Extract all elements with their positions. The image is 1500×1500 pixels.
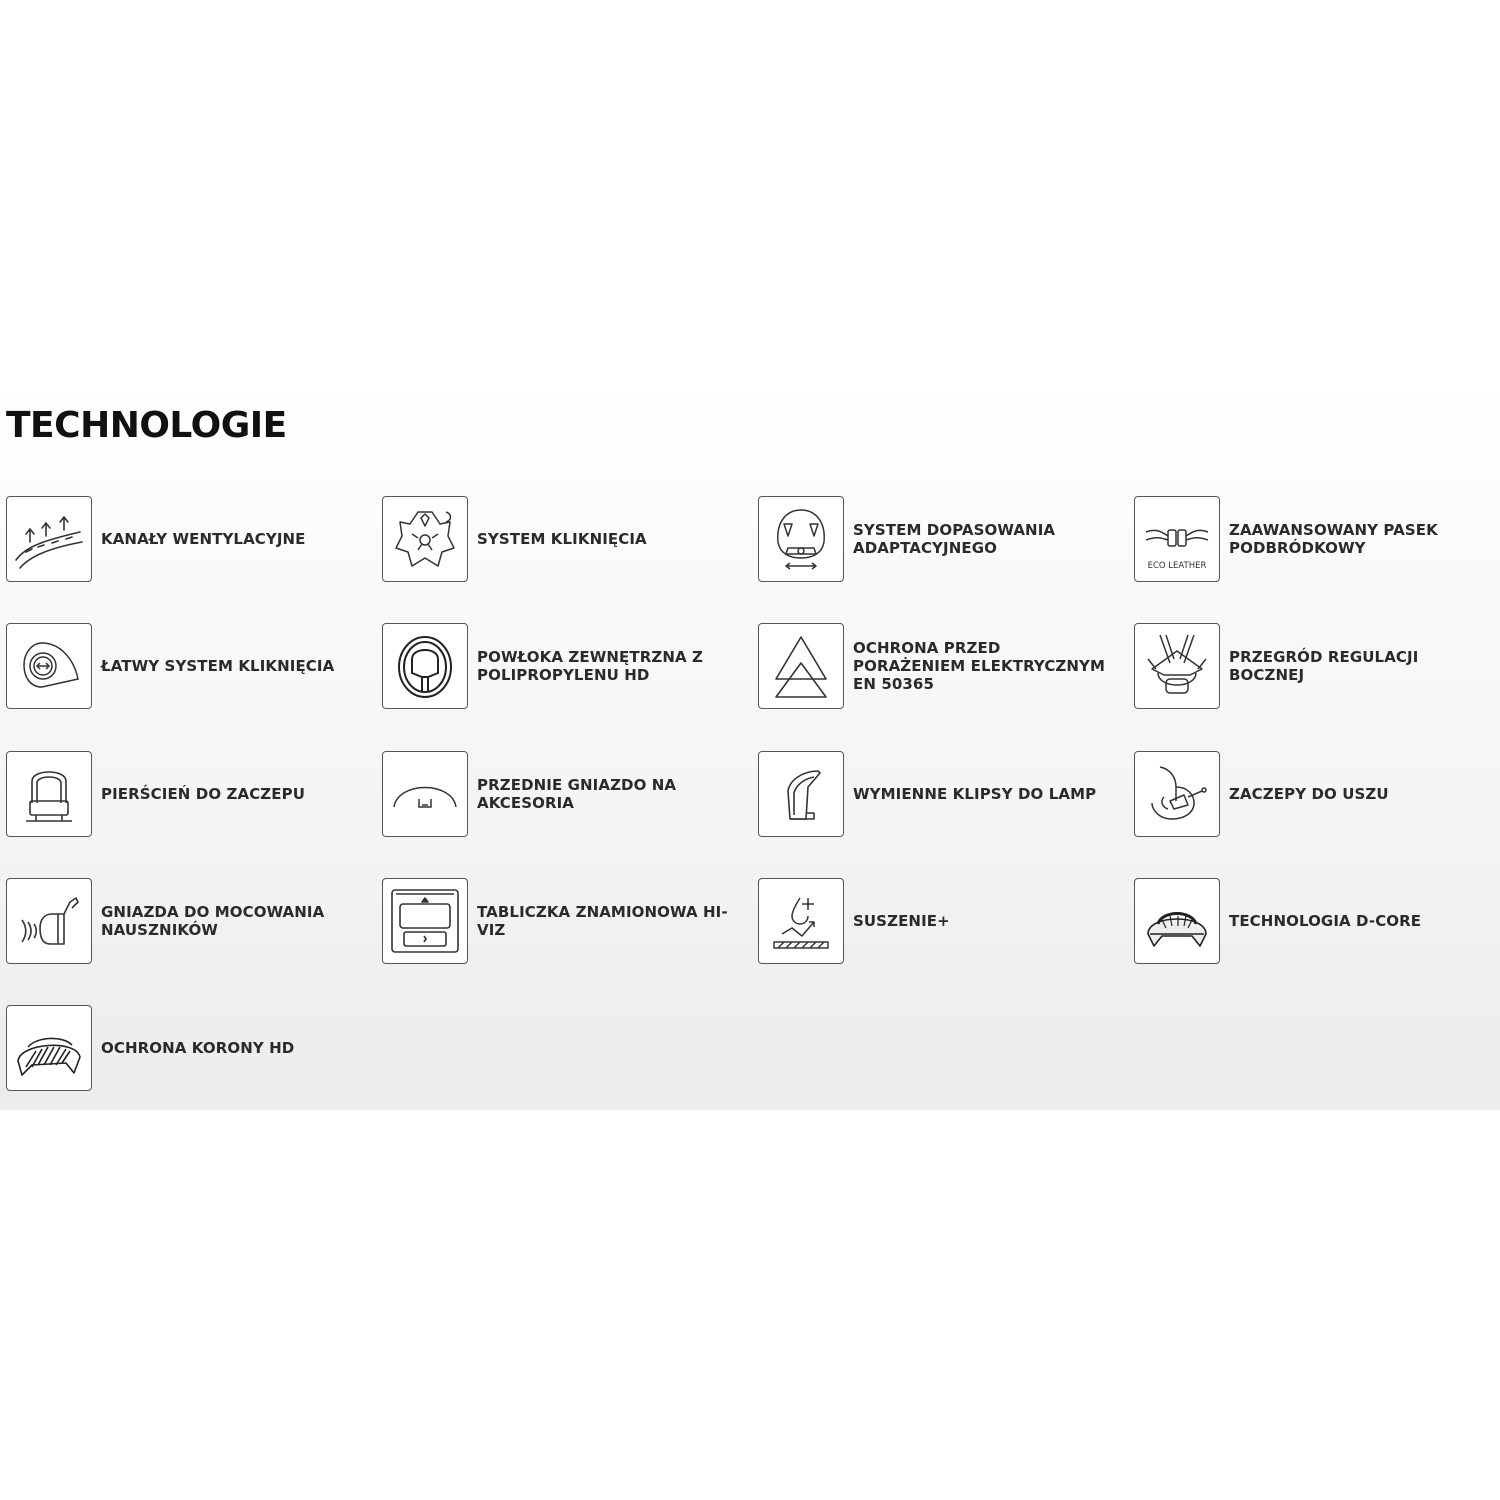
tech-item-easy-click bbox=[6, 621, 382, 711]
hi-viz-plate-icon bbox=[382, 878, 468, 964]
tech-label: KANAŁY WENTYLACYJNE bbox=[101, 530, 306, 548]
ear-hook-icon bbox=[1134, 751, 1220, 837]
tech-label: ŁATWY SYSTEM KLIKNIĘCIA bbox=[101, 657, 335, 676]
tech-label: ZAAWANSOWANY PASEK PODBRÓDKOWY bbox=[1229, 521, 1438, 557]
tech-label: ZACZEPY DO USZU bbox=[1229, 784, 1389, 803]
attachment-ring-icon bbox=[6, 751, 92, 837]
tech-label: OCHRONA KORONY HD bbox=[101, 1039, 295, 1058]
electrical-protection-icon bbox=[758, 623, 844, 709]
tech-item-ear-hook bbox=[1134, 749, 1500, 839]
tech-label: SUSZENIE+ bbox=[853, 911, 950, 930]
tech-item-lamp-clip bbox=[758, 749, 1134, 839]
tech-item-outer-shell bbox=[382, 621, 758, 711]
tech-label: OCHRONA PRZED PORAŻENIEM ELEKTRYCZNYM EN 50365 bbox=[853, 639, 1106, 694]
page-title: TECHNOLOGIE bbox=[6, 405, 287, 446]
earmuff-slot-icon bbox=[6, 878, 92, 964]
tech-item-drying bbox=[758, 876, 1134, 966]
tech-label: PRZEGRÓD REGULACJI BOCZNEJ bbox=[1229, 648, 1419, 685]
technology-grid bbox=[6, 494, 1500, 1130]
side-adjustment-icon bbox=[1134, 623, 1220, 709]
tech-item-crown-protection bbox=[6, 1003, 382, 1093]
chin-strap-icon bbox=[1134, 496, 1220, 582]
tech-label: SYSTEM DOPASOWANIA ADAPTACYJNEGO bbox=[853, 521, 1056, 557]
tech-label: TABLICZKA ZNAMIONOWA HI-VIZ bbox=[477, 902, 728, 939]
adaptive-fit-icon bbox=[758, 496, 844, 582]
front-slot-icon bbox=[382, 751, 468, 837]
tech-label: PIERŚCIEŃ DO ZACZEPU bbox=[101, 784, 306, 803]
drying-icon bbox=[758, 878, 844, 964]
tech-item-ventilation bbox=[6, 494, 382, 584]
d-core-icon bbox=[1134, 878, 1220, 964]
tech-item-chin-strap bbox=[1134, 494, 1500, 584]
tech-item-hi-viz-plate bbox=[382, 876, 758, 966]
tech-label: POWŁOKA ZEWNĘTRZNA Z POLIPROPYLENU HD bbox=[477, 648, 703, 685]
lamp-clip-icon bbox=[758, 751, 844, 837]
easy-click-icon bbox=[6, 623, 92, 709]
tech-item-side-adjustment bbox=[1134, 621, 1500, 711]
tech-label: TECHNOLOGIA D-CORE bbox=[1229, 911, 1422, 930]
ventilation-icon bbox=[6, 496, 92, 582]
click-system-icon bbox=[382, 496, 468, 582]
tech-label: GNIAZDA DO MOCOWANIA NAUSZNIKÓW bbox=[101, 902, 325, 939]
eco-leather-text: ECO LEATHER bbox=[1147, 561, 1207, 571]
tech-item-adaptive-fit bbox=[758, 494, 1134, 584]
tech-item-click-system bbox=[382, 494, 758, 584]
tech-item-electrical-protection bbox=[758, 621, 1134, 711]
tech-item-attachment-ring bbox=[6, 749, 382, 839]
tech-label: PRZEDNIE GNIAZDO NA AKCESORIA bbox=[477, 775, 677, 812]
tech-label: WYMIENNE KLIPSY DO LAMP bbox=[853, 784, 1097, 803]
outer-shell-icon bbox=[382, 623, 468, 709]
crown-protection-icon bbox=[6, 1005, 92, 1091]
tech-item-d-core bbox=[1134, 876, 1500, 966]
tech-item-earmuff-slot bbox=[6, 876, 382, 966]
tech-item-front-slot bbox=[382, 749, 758, 839]
tech-label: SYSTEM KLIKNIĘCIA bbox=[477, 530, 647, 548]
